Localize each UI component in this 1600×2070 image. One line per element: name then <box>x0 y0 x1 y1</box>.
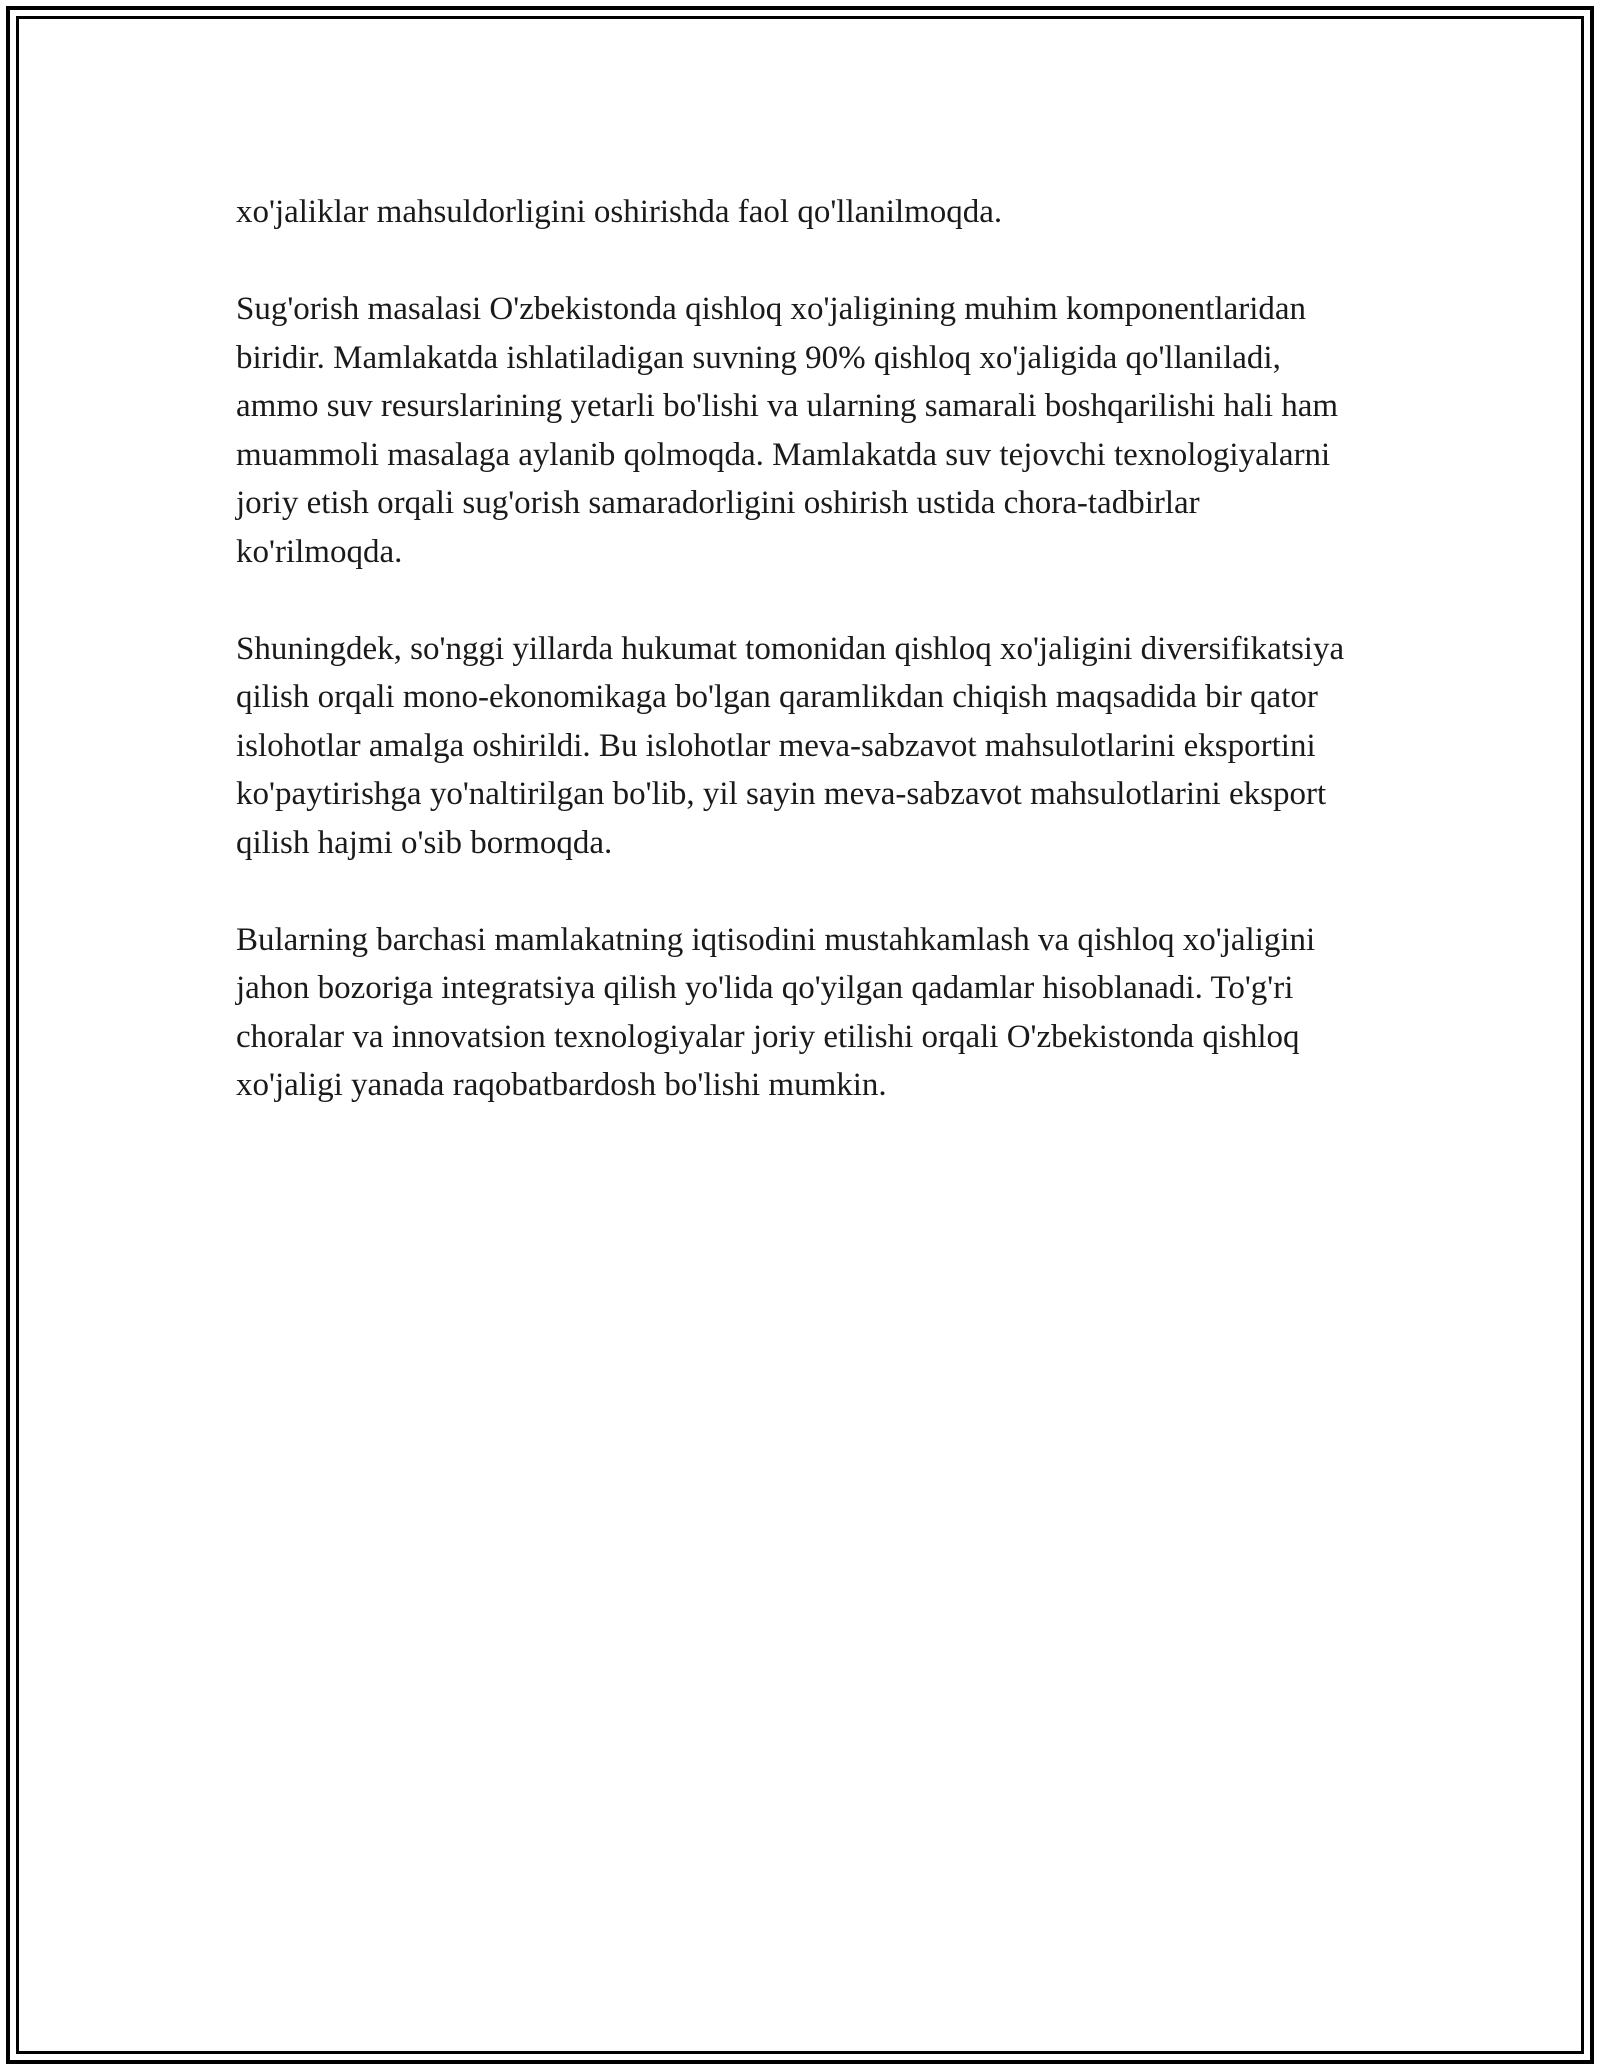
paragraph-3: Shuningdek, so'nggi yillarda hukumat tomonidan qishloq xo'jaligini diversifikatsiya qilish orqali mono-ekonomikaga bo'lgan qaramlikdan chiqish maqsadida bir qator islohotlar amalga oshirildi. Bu islohotlar meva-sabzavot mahsulotlarini eksportini ko'paytirishga yo'naltirilgan bo'lib, yil sayin meva-sabzavot mahsulotlarini eksport qilish hajmi o'sib bormoqda. <box>236 630 1345 861</box>
document-body <box>236 188 1351 1110</box>
paragraph-4: Bularning barchasi mamlakatning iqtisodini mustahkamlash va qishloq xo'jaligini jahon bozoriga integratsiya qilish yo'lida qo'yilgan qadamlar hisoblanadi. To'g'ri choralar va innovatsion texnologiyalar joriy etilishi orqali O'zbekistonda qishloq xo'jaligi yanada raqobatbardosh bo'lishi mumkin. <box>236 921 1316 1103</box>
paragraph-1: xo'jaliklar mahsuldorligini oshirishda faol qo'llanilmoqda. <box>236 194 1003 230</box>
paragraph-2: Sug'orish masalasi O'zbekistonda qishloq xo'jaligining muhim komponentlaridan biridir. Mamlakatda ishlatiladigan suvning 90% qishloq xo'jaligida qo'llaniladi, ammo suv resurslarining yetarli bo'lishi va ularning samarali boshqarilishi hali ham muammoli masalaga aylanib qolmoqda. Mamlakatda suv tejovchi texnologiyalarni joriy etish orqali sug'orish samaradorligini oshirish ustida chora-tadbirlar ko'rilmoqda. <box>236 291 1339 570</box>
